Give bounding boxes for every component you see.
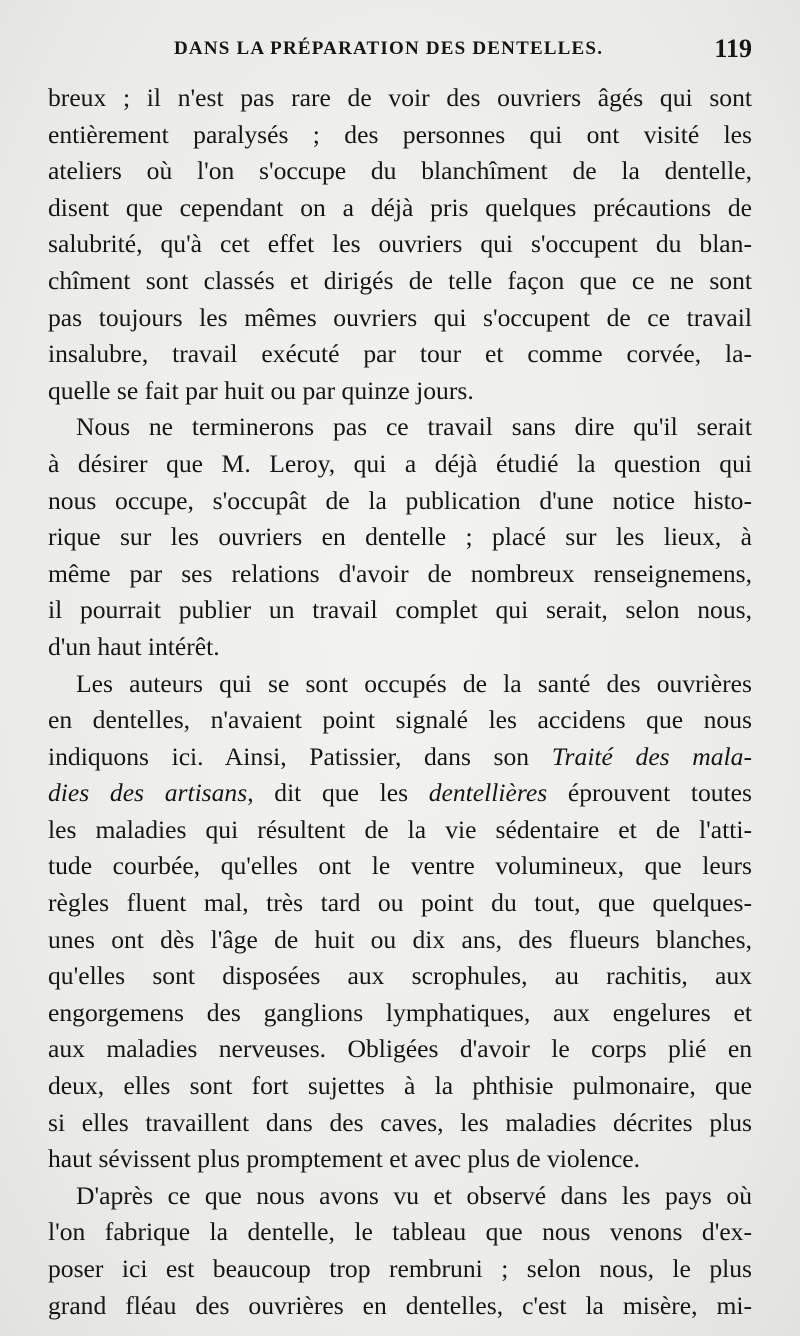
text-line: entièrement paralysés ; des personnes qui ont visité les xyxy=(48,119,752,149)
text-line: chîment sont classés et dirigés de telle façon que ce ne sont xyxy=(48,265,752,295)
text-line: même par ses relations d'avoir de nombreux renseignemens, xyxy=(48,558,752,588)
text-line: l'on fabrique la dentelle, le tableau que nous venons d'ex- xyxy=(48,1217,752,1247)
text-run: indiquons ici. Ainsi, Patissier, dans son xyxy=(48,741,552,771)
text-run: , dit que les xyxy=(247,778,429,808)
text-line: engorgemens des ganglions lymphatiques, aux engelures et xyxy=(48,997,752,1027)
text-line xyxy=(48,739,752,776)
text-line: à désirer que M. Leroy, qui a déjà étudié la question qui xyxy=(48,448,752,478)
text-line: haut sévissent plus promptement et avec plus de violence. xyxy=(48,1144,641,1174)
page-header xyxy=(48,34,752,74)
text-line: insalubre, travail exécuté par tour et comme corvée, la- xyxy=(48,339,752,369)
text-line: grand fléau des ouvrières en dentelles, c'est la misère, mi- xyxy=(48,1290,752,1320)
body-text xyxy=(48,80,752,1324)
text-line: d'un haut intérêt. xyxy=(48,631,220,661)
text-line: qu'elles sont disposées aux scrophules, au rachitis, aux xyxy=(48,961,752,991)
text-line: si elles travaillent dans des caves, les maladies décrites plus xyxy=(48,1107,752,1137)
book-title-italic: dies des artisans xyxy=(48,778,248,808)
text-line: unes ont dès l'âge de huit ou dix ans, des flueurs blanches, xyxy=(48,924,752,954)
text-line: ateliers où l'on s'occupe du blanchîment de la dentelle, xyxy=(48,156,752,186)
text-line: les maladies qui résultent de la vie sédentaire et de l'atti- xyxy=(48,814,752,844)
text-run: éprouvent toutes xyxy=(547,778,752,808)
text-line: poser ici est beaucoup trop rembruni ; selon nous, le plus xyxy=(48,1254,752,1283)
text-line: aux maladies nerveuses. Obligées d'avoir le corps plié en xyxy=(48,1034,752,1064)
text-line: pas toujours les mêmes ouvriers qui s'occupent de ce travail xyxy=(48,302,752,332)
text-line: il pourrait publier un travail complet qui serait, selon nous, xyxy=(48,595,752,625)
term-italic: dentellières xyxy=(428,778,548,808)
text-line: tude courbée, qu'elles ont le ventre volumineux, que leurs xyxy=(48,851,752,881)
running-head: DANS LA PRÉPARATION DES DENTELLES. xyxy=(174,38,604,59)
paragraph-first-line: D'après ce que nous avons vu et observé dans les pays où xyxy=(76,1180,752,1210)
text-line: salubrité, qu'à cet effet les ouvriers qui s'occupent du blan- xyxy=(48,229,752,259)
paragraph-first-line: Nous ne terminerons pas ce travail sans dire qu'il serait xyxy=(76,412,752,442)
text-line: deux, elles sont fort sujettes à la phthisie pulmonaire, que xyxy=(48,1071,752,1101)
text-line: en dentelles, n'avaient point signalé les accidens que nous xyxy=(48,705,752,735)
text-line: disent que cependant on a déjà pris quelques précautions de xyxy=(48,192,752,222)
page-number: 119 xyxy=(714,34,752,63)
text-line: rique sur les ouvriers en dentelle ; placé sur les lieux, à xyxy=(48,522,752,552)
text-line: règles fluent mal, très tard ou point du tout, que quelques- xyxy=(48,888,752,918)
paragraph-first-line: Les auteurs qui se sont occupés de la santé des ouvrières xyxy=(76,668,752,698)
text-line: breux ; il n'est pas rare de voir des ouvriers âgés qui sont xyxy=(48,83,752,112)
book-title-italic: Traité des mala- xyxy=(551,741,752,771)
text-line xyxy=(48,775,752,812)
text-line: nous occupe, s'occupât de la publication d'une notice histo- xyxy=(48,485,752,515)
text-line: quelle se fait par huit ou par quinze jours. xyxy=(48,375,474,405)
